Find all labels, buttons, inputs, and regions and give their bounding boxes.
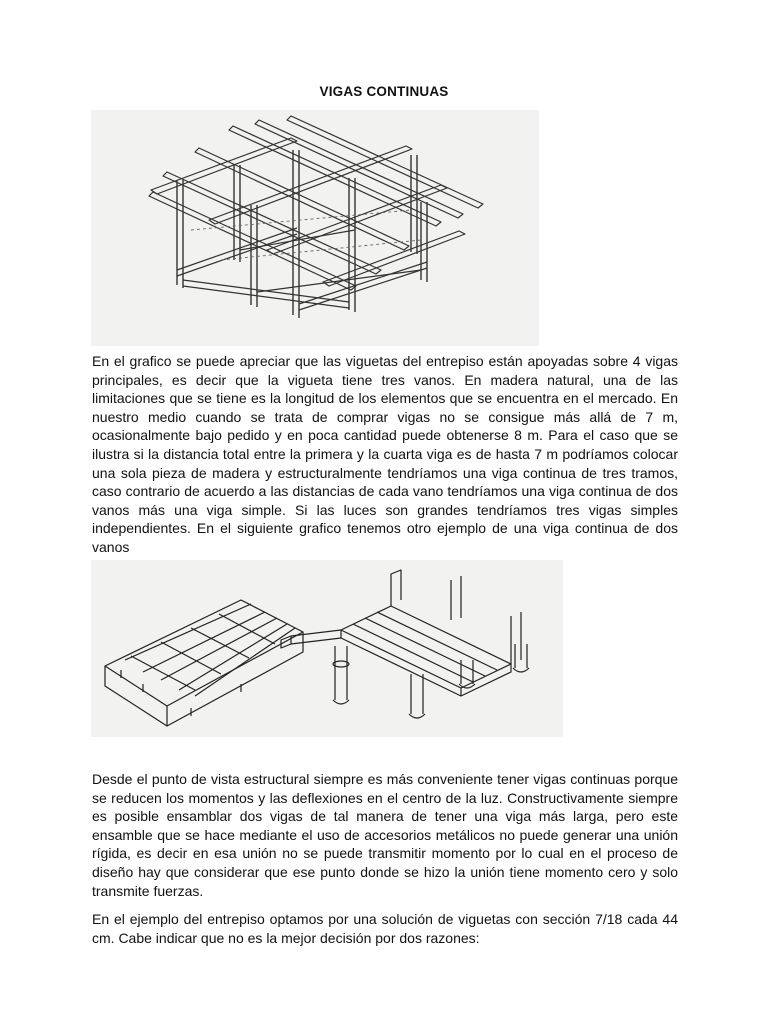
page-title: VIGAS CONTINUAS: [319, 84, 449, 99]
paragraph-intro: En el grafico se puede apreciar que las viguetas del entrepiso están apoyadas sobre 4 vigas principales, es decir que la vigueta tiene tres vanos. En madera natural, una de las limitaciones que se tiene es la longitud de los elementos que se encuentra en el mercado. En nuestro medio cuando se trata de comprar vigas no se consigue más allá de 7 m, ocasionalmente bajo pedido y en poca cantidad puede obtenerse 8 m. Para el caso que se ilustra si la distancia total entre la primera y la cuarta viga es de hasta 7 m podríamos colocar una sola pieza de madera y estructuralmente tendríamos una viga continua de tres tramos, caso contrario de acuerdo a las distancias de cada vano tendríamos una viga continua de dos vanos más una viga simple. Si las luces son grandes tendríamos tres vigas simples independientes. En el siguiente grafico tenemos otro ejemplo de una viga continua de dos vanos: [92, 353, 678, 555]
paragraph-example: En el ejemplo del entrepiso optamos por una solución de viguetas con sección 7/18 cada 44 cm. Cabe indicar que no es la mejor decisión por dos razones:: [92, 911, 678, 946]
continuous-beam-two-spans-illustration: [91, 560, 563, 737]
floor-framing-illustration: [91, 110, 539, 346]
paragraph-structural: Desde el punto de vista estructural siempre es más conveniente tener vigas continuas porque se reducen los momentos y las deflexiones en el centro de la luz. Constructivamente siempre es posible ensamblar dos vigas de tal manera de tener una viga más larga, pero este ensamble que se hace mediante el uso de accesorios metálicos no puede generar una unión rígida, es decir en esa unión no se puede transmitir momento por lo cual en el proceso de diseño hay que considerar que ese punto donde se hizo la unión tiene momento cero y solo transmite fuerzas.: [92, 771, 678, 899]
